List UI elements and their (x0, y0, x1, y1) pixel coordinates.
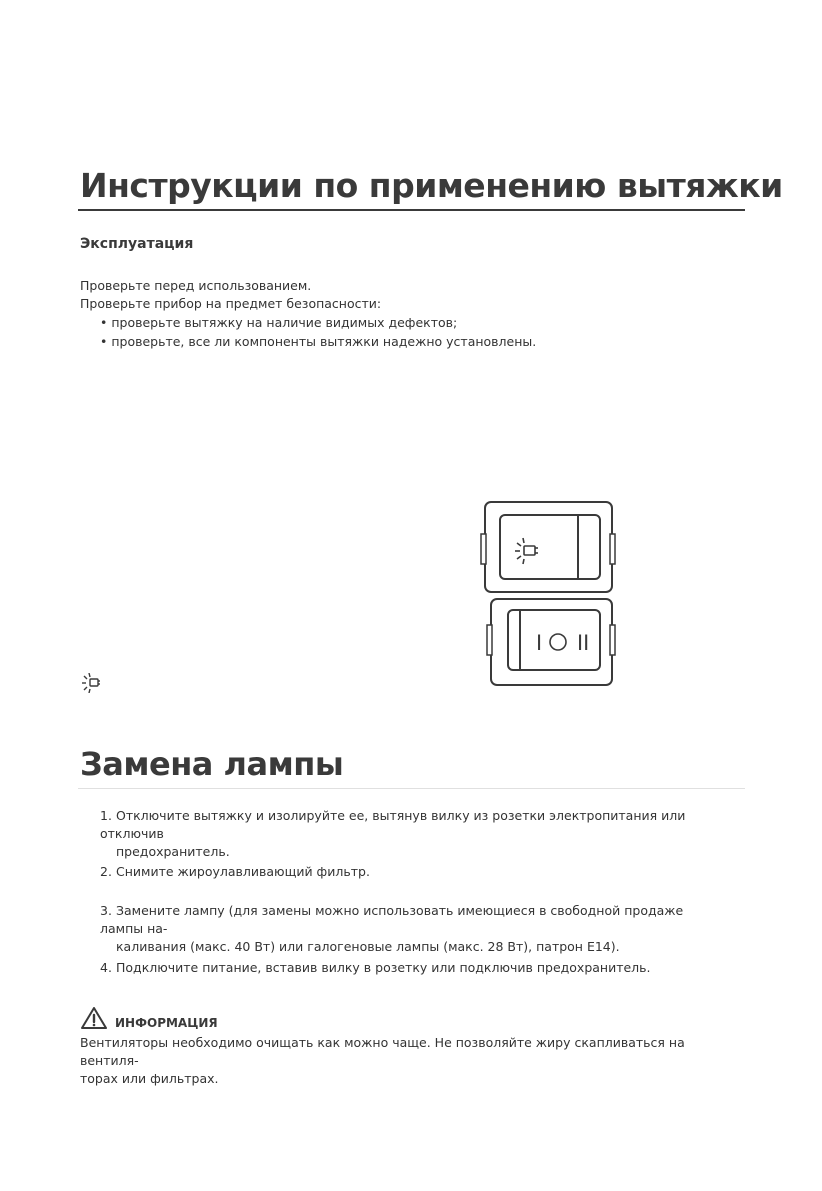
speed-label-one: I (536, 630, 543, 655)
step-number: 1. (100, 808, 112, 823)
light-icon (80, 673, 104, 693)
warning-icon (80, 1006, 108, 1030)
list-item (100, 902, 730, 956)
info-text (80, 1034, 730, 1088)
step-number: 2. (100, 864, 112, 879)
operation-line-2: Проверьте прибор на предмет безопасности: (80, 296, 382, 311)
list-item (100, 959, 730, 977)
light-switch-illustration (481, 502, 615, 592)
step-text: Отключите вытяжку и изолируйте ее, вытянув вилку из розетки электропитания или отключив (100, 808, 686, 841)
bullet-item: • проверьте, все ли компоненты вытяжки надежно установлены. (100, 334, 537, 349)
list-item (100, 807, 730, 861)
fan-speed-switch-illustration (487, 599, 615, 685)
list-item (100, 863, 730, 881)
step-text: Замените лампу (для замены можно использовать имеющиеся в свободной продаже лампы на- (100, 903, 684, 936)
section-heading-operation: Эксплуатация (80, 236, 194, 252)
speed-label-two: II (577, 630, 590, 655)
operation-line-1: Проверьте перед использованием. (80, 278, 312, 293)
step-text: Снимите жироулавливающий фильтр. (116, 864, 370, 879)
title-divider (78, 209, 745, 211)
bullet-item: • проверьте вытяжку на наличие видимых дефектов; (100, 315, 458, 330)
info-text-line-1: Вентиляторы необходимо очищать как можно чаще. Не позволяйте жиру скапливаться на вентиля- (80, 1035, 685, 1068)
section-title-lamp-replacement: Замена лампы (80, 745, 344, 783)
section-divider (78, 788, 745, 789)
step-number: 3. (100, 903, 112, 918)
switch-panel-illustration (480, 500, 625, 690)
step-text: Подключите питание, вставив вилку в розетку или подключив предохранитель. (116, 960, 651, 975)
step-number: 4. (100, 960, 112, 975)
info-text-line-2: торах или фильтрах. (80, 1071, 219, 1086)
page-title: Инструкции по применению вытяжки (80, 166, 783, 205)
info-label: ИНФОРМАЦИЯ (115, 1016, 218, 1030)
step-text-continued: предохранитель. (116, 844, 230, 859)
step-text-continued: каливания (макс. 40 Вт) или галогеновые лампы (макс. 28 Вт), патрон E14). (116, 939, 620, 954)
